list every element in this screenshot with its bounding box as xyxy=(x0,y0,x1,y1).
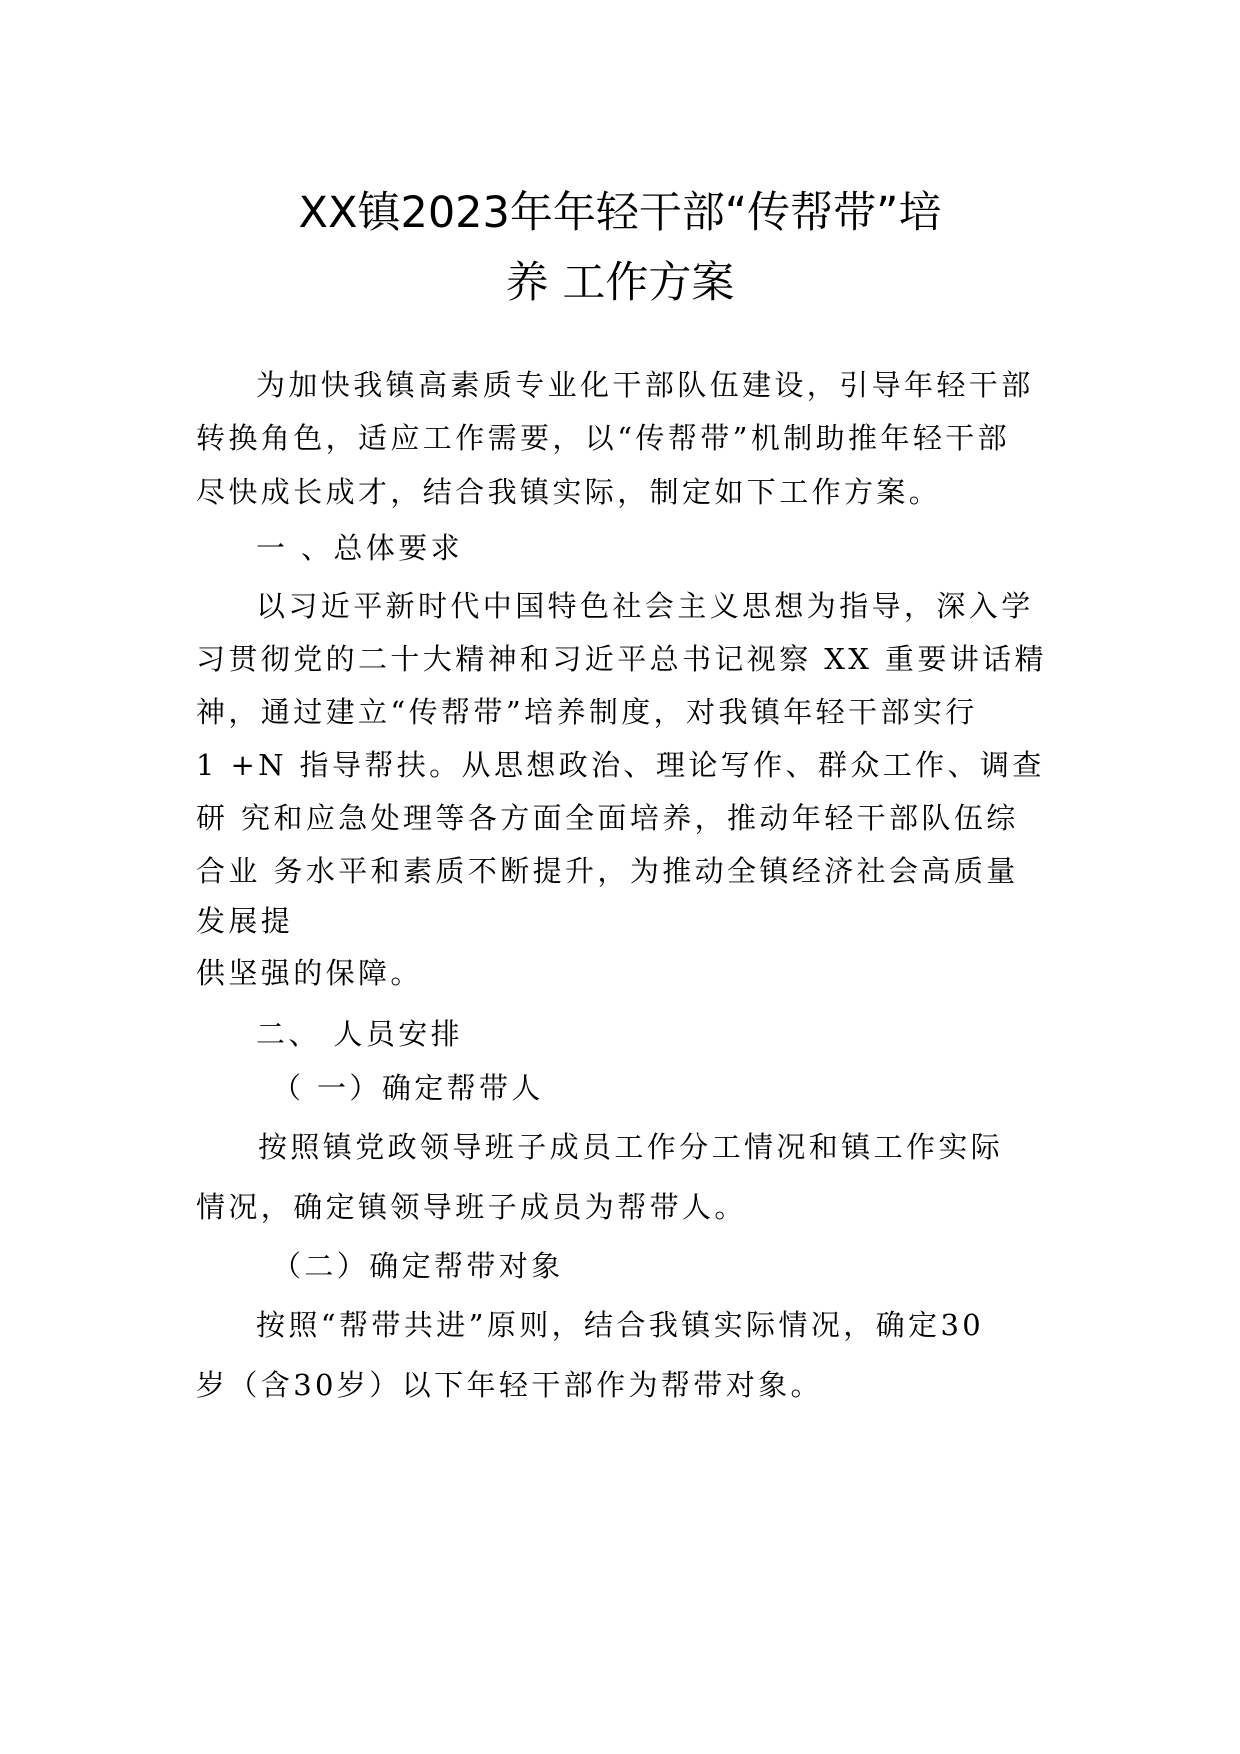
paragraph-line: 以习近平新时代中国特色社会主义思想为指导，深入学 xyxy=(256,589,1034,623)
paragraph-line: 研 究和应急处理等各方面全面培养，推动年轻干部队伍综 xyxy=(196,801,1019,835)
paragraph-line: 情况，确定镇领导班子成员为帮带人。 xyxy=(196,1190,747,1224)
paragraph-line: 神，通过建立“传帮带”培养制度，对我镇年轻干部实行 xyxy=(196,695,978,729)
paragraph-line: 供坚强的保障。 xyxy=(196,956,423,990)
paragraph-line: 转换角色，适应工作需要，以“传帮带”机制助推年轻干部 xyxy=(196,421,1011,455)
document-title-line-1: XX镇2023年年轻干部“传帮带”培 xyxy=(298,188,942,238)
subsection-heading: （ 一）确定帮带人 xyxy=(272,1071,544,1105)
section-heading: 一 、总体要求 xyxy=(256,531,464,565)
paragraph-line: 岁（含30岁）以下年轻干部作为帮带对象。 xyxy=(196,1368,823,1402)
paragraph-line: 按照“帮带共进”原则，结合我镇实际情况，确定30 xyxy=(256,1308,985,1342)
subsection-heading: （二）确定帮带对象 xyxy=(272,1249,564,1283)
paragraph-line: 1 +N 指导帮扶。从思想政治、理论写作、群众工作、调查 xyxy=(196,748,1045,782)
paragraph-line: 按照镇党政领导班子成员工作分工情况和镇工作实际 xyxy=(258,1130,1004,1164)
paragraph-line: 为加快我镇高素质专业化干部队伍建设，引导年轻干部 xyxy=(256,368,1034,402)
paragraph-line: 尽快成长成才，结合我镇实际，制定如下工作方案。 xyxy=(196,475,942,509)
paragraph-line: 发展提 xyxy=(196,904,294,938)
document-title-line-2: 养 工作方案 xyxy=(505,258,735,308)
paragraph-line: 习贯彻党的二十大精神和习近平总书记视察 XX 重要讲话精 xyxy=(196,642,1047,676)
section-heading: 二、 人员安排 xyxy=(256,1017,464,1051)
paragraph-line: 合业 务水平和素质不断提升，为推动全镇经济社会高质量 xyxy=(196,854,1019,888)
